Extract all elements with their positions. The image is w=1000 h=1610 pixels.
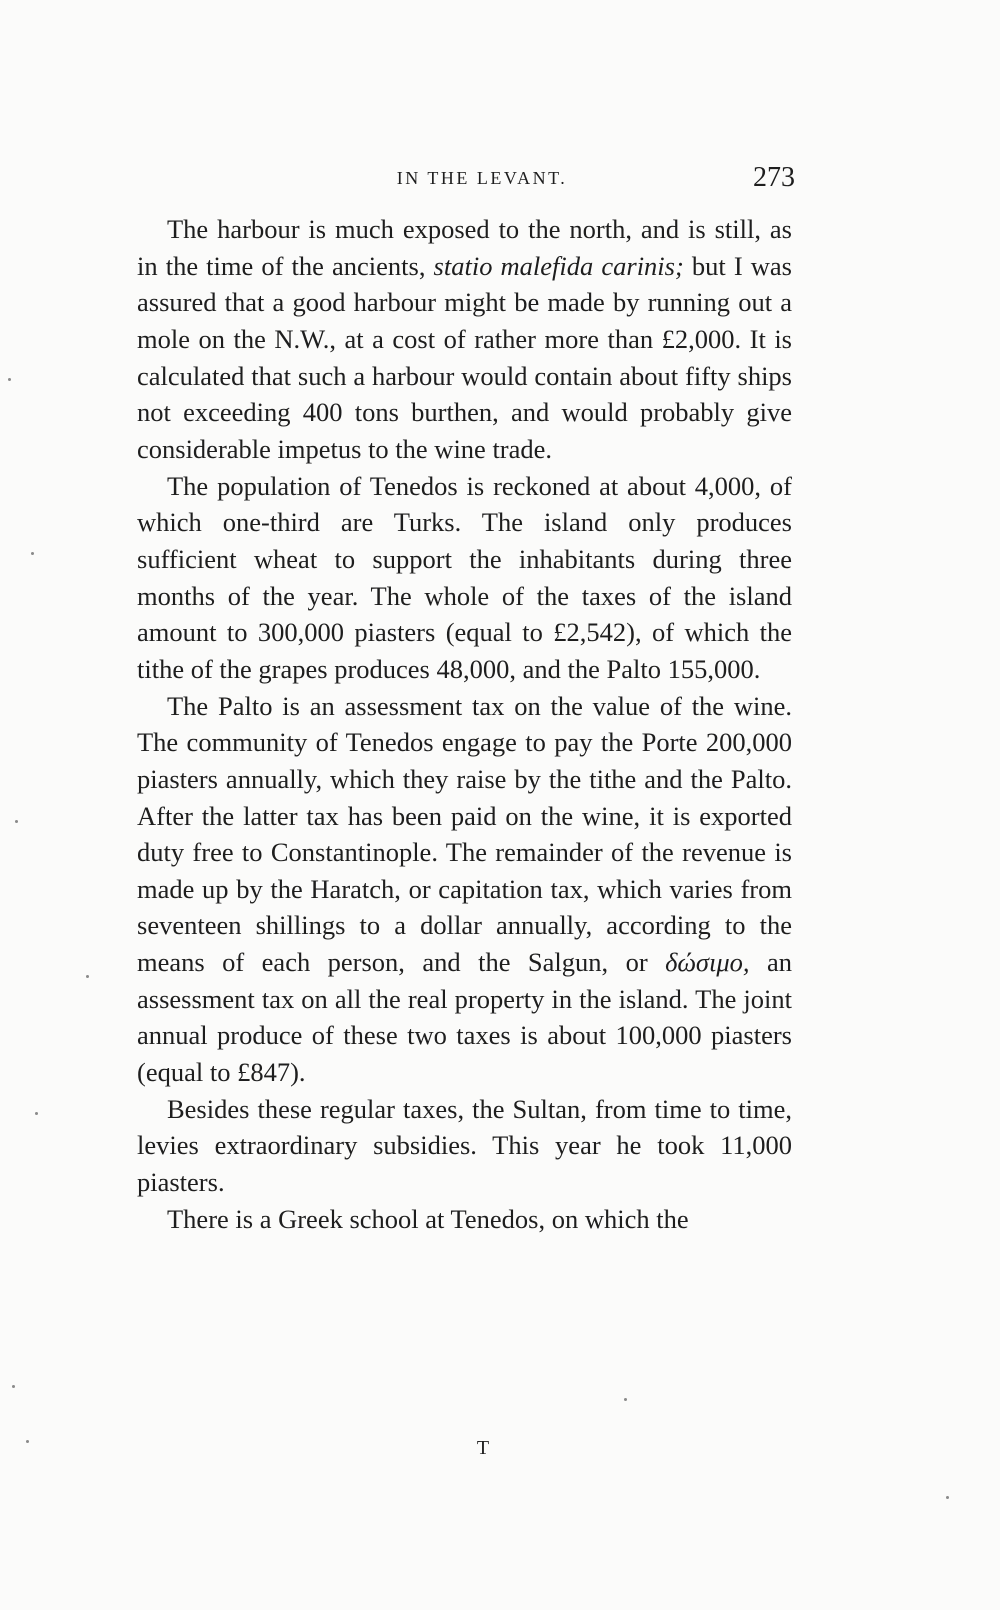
paper-speck (86, 975, 89, 978)
paragraph-text: but I was assured that a good harbour might be made by running out a mole on the N.W., at a cost of rather more than £2,000. It is calculated that such a harbour would contain about fifty ships not exceeding 400 tons burthen, and would probably give considerable impetus to the wine trade. (137, 250, 792, 464)
paper-speck (15, 820, 18, 823)
paper-speck (31, 552, 34, 555)
signature-mark: T (476, 1437, 490, 1459)
page-number: 273 (753, 162, 795, 193)
greek-word: δώσιμο, (665, 947, 750, 978)
paragraph-palto (137, 688, 792, 1091)
running-head-title: IN THE LEVANT. (396, 168, 568, 188)
latin-quotation: statio malefida carinis; (433, 250, 684, 281)
paper-speck (26, 1440, 29, 1443)
paragraph-text: The harbour is much exposed to the north, and is still, as in the time of the ancients, (137, 214, 792, 281)
paper-speck (946, 1496, 949, 1499)
paragraph-school: There is a Greek school at Tenedos, on which the (167, 1203, 689, 1234)
paper-speck (35, 1112, 38, 1115)
paragraph-subsidies: Besides these regular taxes, the Sultan, from time to time, levies extraordinary subsidies. This year he took 11,000 piasters. (137, 1093, 792, 1198)
running-head (137, 162, 797, 198)
paragraph-text: The Palto is an assessment tax on the value of the wine. The community of Tenedos engage to pay the Porte 200,000 piasters annually, which they raise by the tithe and the Palto. After the latter tax has been paid on the wine, it is exported duty free to Constantinople. The remainder of the revenue is made up by the Haratch, or capitation tax, which varies from seventeen shillings to a dollar annually, according to the means of each person, and the Salgun, or (137, 690, 792, 978)
paragraph-harbour (137, 211, 792, 468)
paragraph-text: an assessment tax on all the real property in the island. The joint annual produce of these two taxes is about 100,000 piasters (equal to £847). (137, 947, 792, 1088)
body-text (137, 211, 792, 1237)
paper-speck (8, 378, 11, 381)
paper-speck (12, 1385, 15, 1388)
paragraph-population: The population of Tenedos is reckoned at about 4,000, of which one-third are Turks. The island only produces sufficient wheat to support the inhabitants during three months of the year. The whole of the taxes of the island amount to 300,000 piasters (equal to £2,542), of which the tithe of the grapes produces 48,000, and the Palto 155,000. (137, 470, 792, 684)
paper-speck (624, 1398, 627, 1401)
